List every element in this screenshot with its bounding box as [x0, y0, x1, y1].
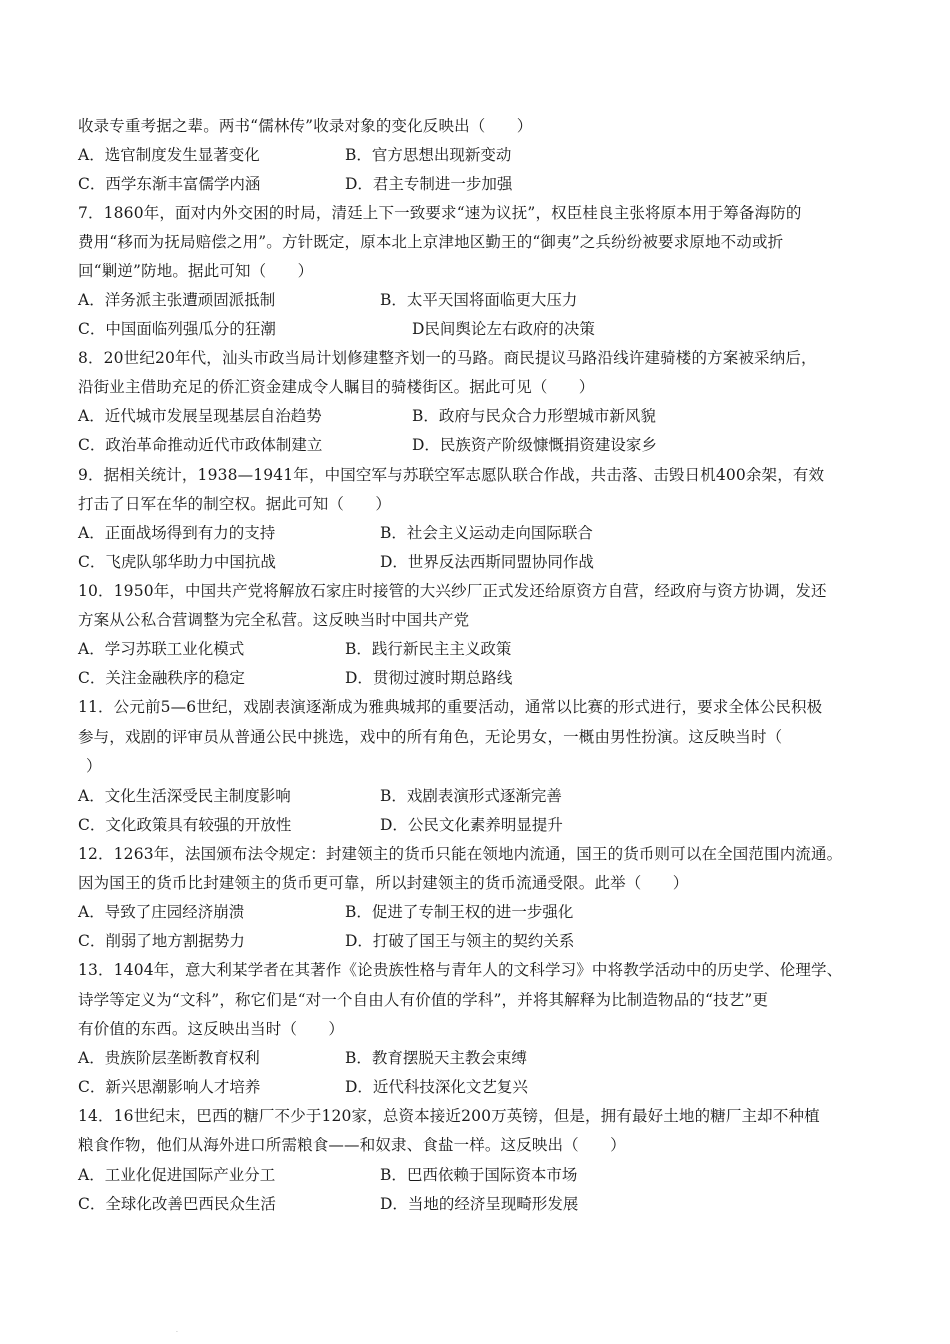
q10-option-b: B．践行新民主主义政策 — [345, 640, 512, 658]
q13-option-d: D．近代科技深化文艺复兴 — [345, 1078, 528, 1096]
q14-option-d: D．当地的经济呈现畸形发展 — [380, 1195, 579, 1213]
q13-option-c: C．新兴思潮影响人才培养 — [78, 1078, 261, 1096]
q11-option-c: C．文化政策具有较强的开放性 — [78, 816, 292, 834]
question-10-stem: 方案从公私合营调整为完全私营。这反映当时中国共产党 — [78, 611, 470, 629]
q8-option-b: B．政府与民众合力形塑城市新风貌 — [412, 407, 656, 425]
q7-option-a: A．洋务派主张遭顽固派抵制 — [78, 291, 276, 309]
q7-option-d: D民间舆论左右政府的决策 — [412, 320, 595, 338]
question-7-stem: 7．1860年，面对内外交困的时局，清廷上下一致要求“速为议抚”，权臣桂良主张将原本用于筹备海防的 — [78, 204, 802, 222]
q10-option-a: A．学习苏联工业化模式 — [78, 640, 245, 658]
question-12-stem: 12．1263年，法国颁布法令规定：封建领主的货币只能在领地内流通，国王的货币则可以在全国范围内流通。 — [78, 845, 843, 863]
question-6-stem: 收录专重考据之辈。两书“儒林传”收录对象的变化反映出（ ） — [78, 117, 533, 135]
q9-option-b: B．社会主义运动走向国际联合 — [380, 524, 593, 542]
q6-option-d: D．君主专制进一步加强 — [345, 175, 513, 193]
question-11-stem: 11．公元前5—6世纪，戏剧表演逐渐成为雅典城邦的重要活动，通常以比赛的形式进行，要求全体公民积极 — [78, 698, 823, 716]
q14-option-c: C．全球化改善巴西民众生活 — [78, 1195, 276, 1213]
q6-option-b: B．官方思想出现新变动 — [345, 146, 512, 164]
q9-option-c: C．飞虎队邬华助力中国抗战 — [78, 553, 276, 571]
q12-option-a: A．导致了庄园经济崩溃 — [78, 903, 245, 921]
question-8-stem: 沿街业主借助充足的侨汇资金建成令人瞩目的骑楼街区。据此可见（ ） — [78, 378, 595, 396]
q7-option-b: B．太平天国将面临更大压力 — [380, 291, 578, 309]
footer-mark: . — [176, 1327, 178, 1334]
q9-option-d: D．世界反法西斯同盟协同作战 — [380, 553, 594, 571]
q12-option-c: C．削弱了地方割据势力 — [78, 932, 245, 950]
question-13-stem: 有价值的东西。这反映出当时（ ） — [78, 1020, 345, 1038]
q10-option-c: C．关注金融秩序的稳定 — [78, 669, 245, 687]
q10-option-d: D．贯彻过渡时期总路线 — [345, 669, 513, 687]
q13-option-a: A．贵族阶层垄断教育权利 — [78, 1049, 260, 1067]
question-14-stem: 粮食作物，他们从海外进口所需粮食——和奴隶、食盐一样。这反映出（ ） — [78, 1136, 626, 1154]
q14-option-a: A．工业化促进国际产业分工 — [78, 1166, 276, 1184]
question-7-stem: 回“剿逆”防地。据此可知（ ） — [78, 262, 314, 280]
question-9-stem: 打击了日军在华的制空权。据此可知（ ） — [78, 495, 392, 513]
q12-option-d: D．打破了国王与领主的契约关系 — [345, 932, 575, 950]
q14-option-b: B．巴西依赖于国际资本市场 — [380, 1166, 578, 1184]
question-8-stem: 8．20世纪20年代，汕头市政当局计划修建整齐划一的马路。商民提议马路沿线许建骑楼的方案被采纳后， — [78, 349, 817, 367]
question-10-stem: 10．1950年，中国共产党将解放石家庄时接管的大兴纱厂正式发还给原资方自营，经政府与资方协调，发还 — [78, 582, 827, 600]
q8-option-d: D．民族资产阶级慷慨捐资建设家乡 — [412, 436, 657, 454]
question-14-stem: 14．16世纪末，巴西的糖厂不少于120家，总资本接近200万英镑，但是，拥有最好土地的糖厂主却不种植 — [78, 1107, 820, 1125]
q6-option-a: A．选官制度发生显著变化 — [78, 146, 260, 164]
question-11-stem: ） — [86, 757, 102, 775]
q11-option-b: B．戏剧表演形式逐渐完善 — [380, 787, 562, 805]
q11-option-a: A．文化生活深受民主制度影响 — [78, 787, 291, 805]
q6-option-c: C．西学东渐丰富儒学内涵 — [78, 175, 261, 193]
q7-option-c: C．中国面临列强瓜分的狂潮 — [78, 320, 276, 338]
question-13-stem: 诗学等定义为“文科”，称它们是“对一个自由人有价值的学科”，并将其解释为比制造物品的“技艺”更 — [78, 991, 769, 1009]
q12-option-b: B．促进了专制王权的进一步强化 — [345, 903, 574, 921]
q8-option-c: C．政治革命推动近代市政体制建立 — [78, 436, 323, 454]
question-12-stem: 因为国王的货币比封建领主的货币更可靠，所以封建领主的货币流通受限。此举（ ） — [78, 874, 689, 892]
question-11-stem: 参与，戏剧的评审员从普通公民中挑选，戏中的所有角色，无论男女，一概由男性扮演。这反映当时（ — [78, 728, 783, 746]
question-7-stem: 费用“移而为抚局赔偿之用”。方针既定，原本北上京津地区勤王的“御夷”之兵纷纷被要求原地不动或折 — [78, 233, 784, 251]
q11-option-d: D．公民文化素养明显提升 — [380, 816, 563, 834]
q13-option-b: B．教育摆脱天主教会束缚 — [345, 1049, 527, 1067]
q9-option-a: A．正面战场得到有力的支持 — [78, 524, 276, 542]
question-13-stem: 13．1404年，意大利某学者在其著作《论贵族性格与青年人的文科学习》中将教学活动中的历史学、伦理学、 — [78, 961, 843, 979]
q8-option-a: A．近代城市发展呈现基层自治趋势 — [78, 407, 322, 425]
question-9-stem: 9．据相关统计，1938—1941年，中国空军与苏联空军志愿队联合作战，共击落、击毁日机400余架，有效 — [78, 466, 825, 484]
